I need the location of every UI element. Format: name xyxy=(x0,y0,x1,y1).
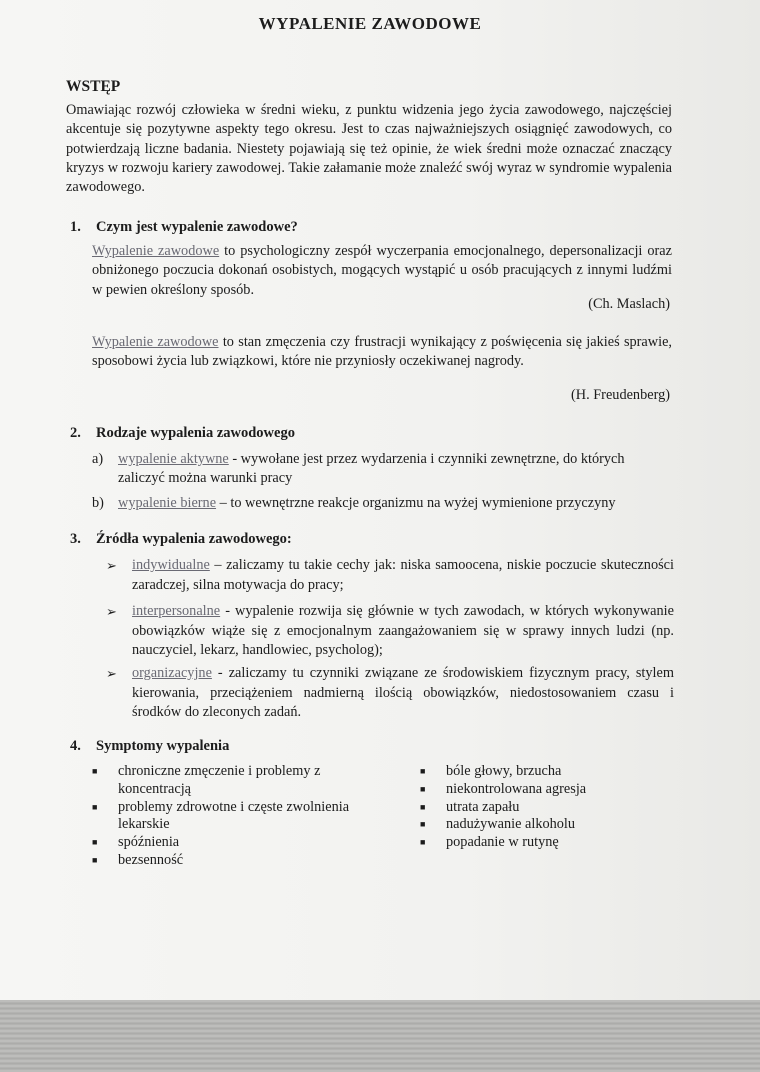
item-term: wypalenie aktywne xyxy=(118,451,229,467)
symptoms-right-column xyxy=(420,763,680,852)
item-text: - wypalenie rozwija się głównie w tych zawodach, w których wykonywanie obowiązków wiąże się z emocjonalnym zaangażowaniem się w sprawy innych ludzi (np. nauczyciel, lekarz, handlowiec, psycholog); xyxy=(132,603,674,658)
item-term: interpersonalne xyxy=(132,603,221,619)
definition-term: Wypalenie zawodowe xyxy=(92,243,220,259)
list-item: ■ utrata zapału xyxy=(420,798,520,815)
item-text: – to wewnętrzne reakcje organizmu na wyżej wymienione przyczyny xyxy=(216,495,616,511)
section-3-heading xyxy=(70,531,292,548)
list-item: ■ popadanie w rutynę xyxy=(420,834,559,851)
section-4-heading xyxy=(70,738,229,755)
section-number: 2. xyxy=(70,425,81,441)
section-2-heading xyxy=(70,425,295,442)
citation-maslach: (Ch. Maslach) xyxy=(588,296,670,312)
arrow-bullet-icon: ➢ xyxy=(106,558,117,573)
intro-heading: WSTĘP xyxy=(66,78,121,95)
type-item-active xyxy=(92,450,674,488)
list-item: ■ nadużywanie alkoholu xyxy=(420,816,576,833)
square-bullet-icon: ■ xyxy=(92,854,98,865)
definition-freudenberg xyxy=(92,333,672,372)
definition-text: to stan zmęczenia czy frustracji wynikający z poświęcenia się jakieś sprawie, sposobowi życia lub związkowi, które nie przyniosły oczekiwanej nagrody. xyxy=(92,334,672,370)
type-item-passive xyxy=(92,494,674,513)
square-bullet-icon: ■ xyxy=(92,766,98,776)
square-bullet-icon: ■ xyxy=(420,766,426,776)
square-bullet-icon: ■ xyxy=(420,837,426,848)
definition-term: Wypalenie zawodowe xyxy=(92,334,219,350)
item-text: - wywołane jest przez wydarzenia i czynniki zewnętrzne, do których zaliczyć można warunki pracy xyxy=(118,451,625,486)
square-bullet-icon: ■ xyxy=(92,837,98,848)
item-text: – zaliczamy tu takie cechy jak: niska samoocena, niskie poczucie skuteczności zaradczej, silna motywacja do pracy; xyxy=(132,557,674,593)
arrow-bullet-icon: ➢ xyxy=(106,604,117,619)
section-number: 3. xyxy=(70,531,81,547)
section-title: Symptomy wypalenia xyxy=(96,738,230,754)
scanner-bottom-edge xyxy=(0,1000,760,1072)
square-bullet-icon: ■ xyxy=(92,801,98,812)
document-title: WYPALENIE ZAWODOWE xyxy=(258,14,482,33)
symptoms-left-column xyxy=(92,763,392,870)
square-bullet-icon: ■ xyxy=(420,801,426,812)
definition-maslach xyxy=(92,242,672,300)
item-letter: a) xyxy=(92,451,104,467)
source-item-organizational xyxy=(106,664,674,723)
list-item: ■ bóle głowy, brzucha xyxy=(420,763,562,779)
section-title: Czym jest wypalenie zawodowe? xyxy=(96,219,298,235)
section-title: Rodzaje wypalenia zawodowego xyxy=(96,425,295,441)
item-term: organizacyjne xyxy=(132,665,212,681)
item-text: - zaliczamy tu czynniki związane ze środowiskiem fizycznym pracy, stylem kierowania, przeciążeniem nadmierną ilością obowiązków, niedostosowaniem czasu i środków do zleconych zadań. xyxy=(132,665,674,720)
item-term: wypalenie bierne xyxy=(118,495,217,511)
intro-paragraph: Omawiając rozwój człowieka w średni wieku, z punktu widzenia jego życia zawodowego, najczęściej akcentuje się pozytywne aspekty tego okresu. Jest to czas najważniejszych osiągnięć zawodowych, co potwierdzają liczne badania. Niestety pojawiają się też opinie, że wiek średni może oznaczać znaczący kryzys w rozwoju kariery zawodowej. Takie załamanie może znaleźć swój wyraz w syndromie wypalenia zawodowego. xyxy=(66,102,672,196)
section-1-heading xyxy=(70,219,298,236)
list-item: ■ bezsenność xyxy=(92,851,184,868)
item-letter: b) xyxy=(92,495,104,511)
source-item-interpersonal xyxy=(106,602,674,661)
citation-freudenberg: (H. Freudenberg) xyxy=(571,387,670,403)
definition-text: to psychologiczny zespół wyczerpania emocjonalnego, depersonalizacji oraz obniżonego poczucia dokonań osobistych, mogących wystąpić u osób pracujących z innymi ludźmi w pewien określony sposób. xyxy=(92,243,672,298)
square-bullet-icon: ■ xyxy=(420,783,426,794)
square-bullet-icon: ■ xyxy=(420,819,426,830)
section-number: 1. xyxy=(70,219,81,235)
section-title: Źródła wypalenia zawodowego: xyxy=(96,531,292,547)
list-item: ■ chroniczne zmęczenie i problemy z koncentracją xyxy=(92,763,321,797)
source-item-individual xyxy=(106,556,674,595)
list-item: ■ niekontrolowana agresja xyxy=(420,780,587,797)
section-number: 4. xyxy=(70,738,81,754)
arrow-bullet-icon: ➢ xyxy=(106,666,117,681)
list-item: ■ spóźnienia xyxy=(92,834,180,851)
item-term: indywidualne xyxy=(132,557,210,573)
list-item: ■ problemy zdrowotne i częste zwolnienia lekarskie xyxy=(92,798,350,833)
